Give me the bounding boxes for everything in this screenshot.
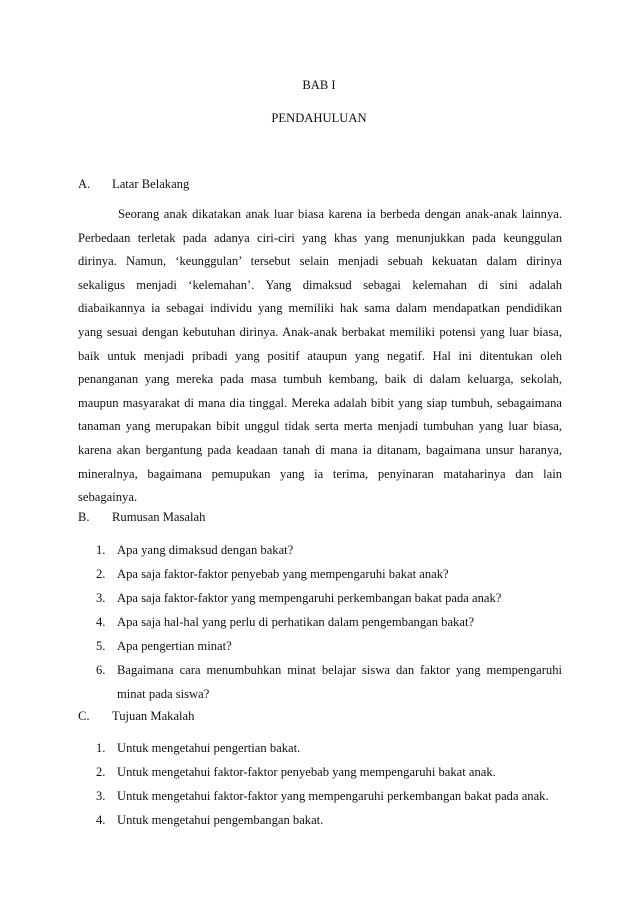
list-item <box>96 634 562 658</box>
list-text: Untuk mengetahui faktor-faktor penyebab yang mempengaruhi bakat anak. <box>117 765 496 779</box>
list-number: 3. <box>96 591 106 605</box>
paragraph-line: tanaman yang merupakan bibit unggul tidak serta merta menjadi tumbuhan yang luar biasa, <box>78 419 562 434</box>
paragraph-line: diabaikannya ia sebagai individu yang memiliki hak sama dalam mendapatkan pendidikan <box>78 301 562 316</box>
paragraph-line: yang sesuai dengan kebutuhan dirinya. Anak-anak berbakat memiliki potensi yang luar biasa, <box>78 324 562 339</box>
paragraph-line: baik untuk menjadi pribadi yang positif ataupun yang negatif. Hal ini ditentukan oleh <box>78 348 562 363</box>
list-text: Apa yang dimaksud dengan bakat? <box>117 543 294 557</box>
list-text: Untuk mengetahui pengertian bakat. <box>117 741 301 755</box>
section-c-heading <box>78 707 194 725</box>
paragraph-line: penanganan yang mereka pada masa tumbuh kembang, baik di dalam keluarga, sekolah, <box>78 372 562 387</box>
paragraph-line: mineralnya, bagaimana pemupukan yang ia terima, penyinaran mataharinya dan lain <box>78 466 562 481</box>
paragraph-line: karena akan bergantung pada keadaan tanah di mana ia ditanam, bagaimana unsur haranya, <box>78 442 562 457</box>
list-item <box>96 658 562 706</box>
list-text: minat pada siswa? <box>117 687 210 701</box>
problem-list <box>96 538 562 706</box>
section-a-heading <box>78 175 189 193</box>
chapter-title: PENDAHULUAN <box>271 111 367 125</box>
background-paragraph <box>78 203 562 510</box>
list-item <box>96 760 562 784</box>
list-item <box>96 562 562 586</box>
section-title: Latar Belakang <box>112 177 190 191</box>
list-item <box>96 736 562 760</box>
paragraph-line: Seorang anak dikatakan anak luar biasa karena ia berbeda dengan anak-anak lainnya. <box>118 207 562 221</box>
list-item <box>96 808 562 832</box>
list-text: Apa saja hal-hal yang perlu di perhatikan dalam pengembangan bakat? <box>117 615 475 629</box>
paragraph-line: dirinya. Namun, ‘keunggulan’ tersebut selain menjadi sebuah kekuatan dalam dirinya <box>78 254 562 269</box>
list-number: 5. <box>96 639 106 653</box>
objective-list <box>96 736 562 832</box>
list-number: 1. <box>96 543 106 557</box>
list-number: 2. <box>96 765 106 779</box>
list-number: 2. <box>96 567 106 581</box>
list-text: Untuk mengetahui pengembangan bakat. <box>117 813 324 827</box>
section-marker: C. <box>78 709 90 723</box>
paragraph-line: maupun masyarakat di mana dia tinggal. Mereka adalah bibit yang siap tumbuh, sebagaimana <box>78 395 562 410</box>
list-number: 3. <box>96 789 106 803</box>
list-number: 4. <box>96 813 106 827</box>
list-number: 4. <box>96 615 106 629</box>
list-text: Apa saja faktor-faktor yang mempengaruhi perkembangan bakat pada anak? <box>117 591 502 605</box>
list-item <box>96 784 562 808</box>
section-title: Rumusan Masalah <box>112 510 206 524</box>
list-text: Bagaimana cara menumbuhkan minat belajar siswa dan faktor yang mempengaruhi <box>117 663 562 677</box>
list-text: Apa saja faktor-faktor penyebab yang mempengaruhi bakat anak? <box>117 567 449 581</box>
paragraph-line: Perbedaan terletak pada adanya ciri-ciri yang khas yang menunjukkan pada keunggulan <box>78 230 562 245</box>
list-item <box>96 538 562 562</box>
list-text: Apa pengertian minat? <box>117 639 232 653</box>
list-text: Untuk mengetahui faktor-faktor yang mempengaruhi perkembangan bakat pada anak. <box>117 789 549 803</box>
paragraph-line: sebagainya. <box>78 490 138 505</box>
list-number: 1. <box>96 741 106 755</box>
list-number: 6. <box>96 663 106 677</box>
section-title: Tujuan Makalah <box>112 709 195 723</box>
section-marker: B. <box>78 510 90 524</box>
list-item <box>96 586 562 610</box>
paragraph-line: sekaligus menjadi ‘kelemahan’. Yang dimaksud sebagai kelemahan di sini adalah <box>78 277 562 292</box>
list-item <box>96 610 562 634</box>
chapter-label: BAB I <box>302 78 336 92</box>
section-b-heading <box>78 508 205 526</box>
section-marker: A. <box>78 177 91 191</box>
